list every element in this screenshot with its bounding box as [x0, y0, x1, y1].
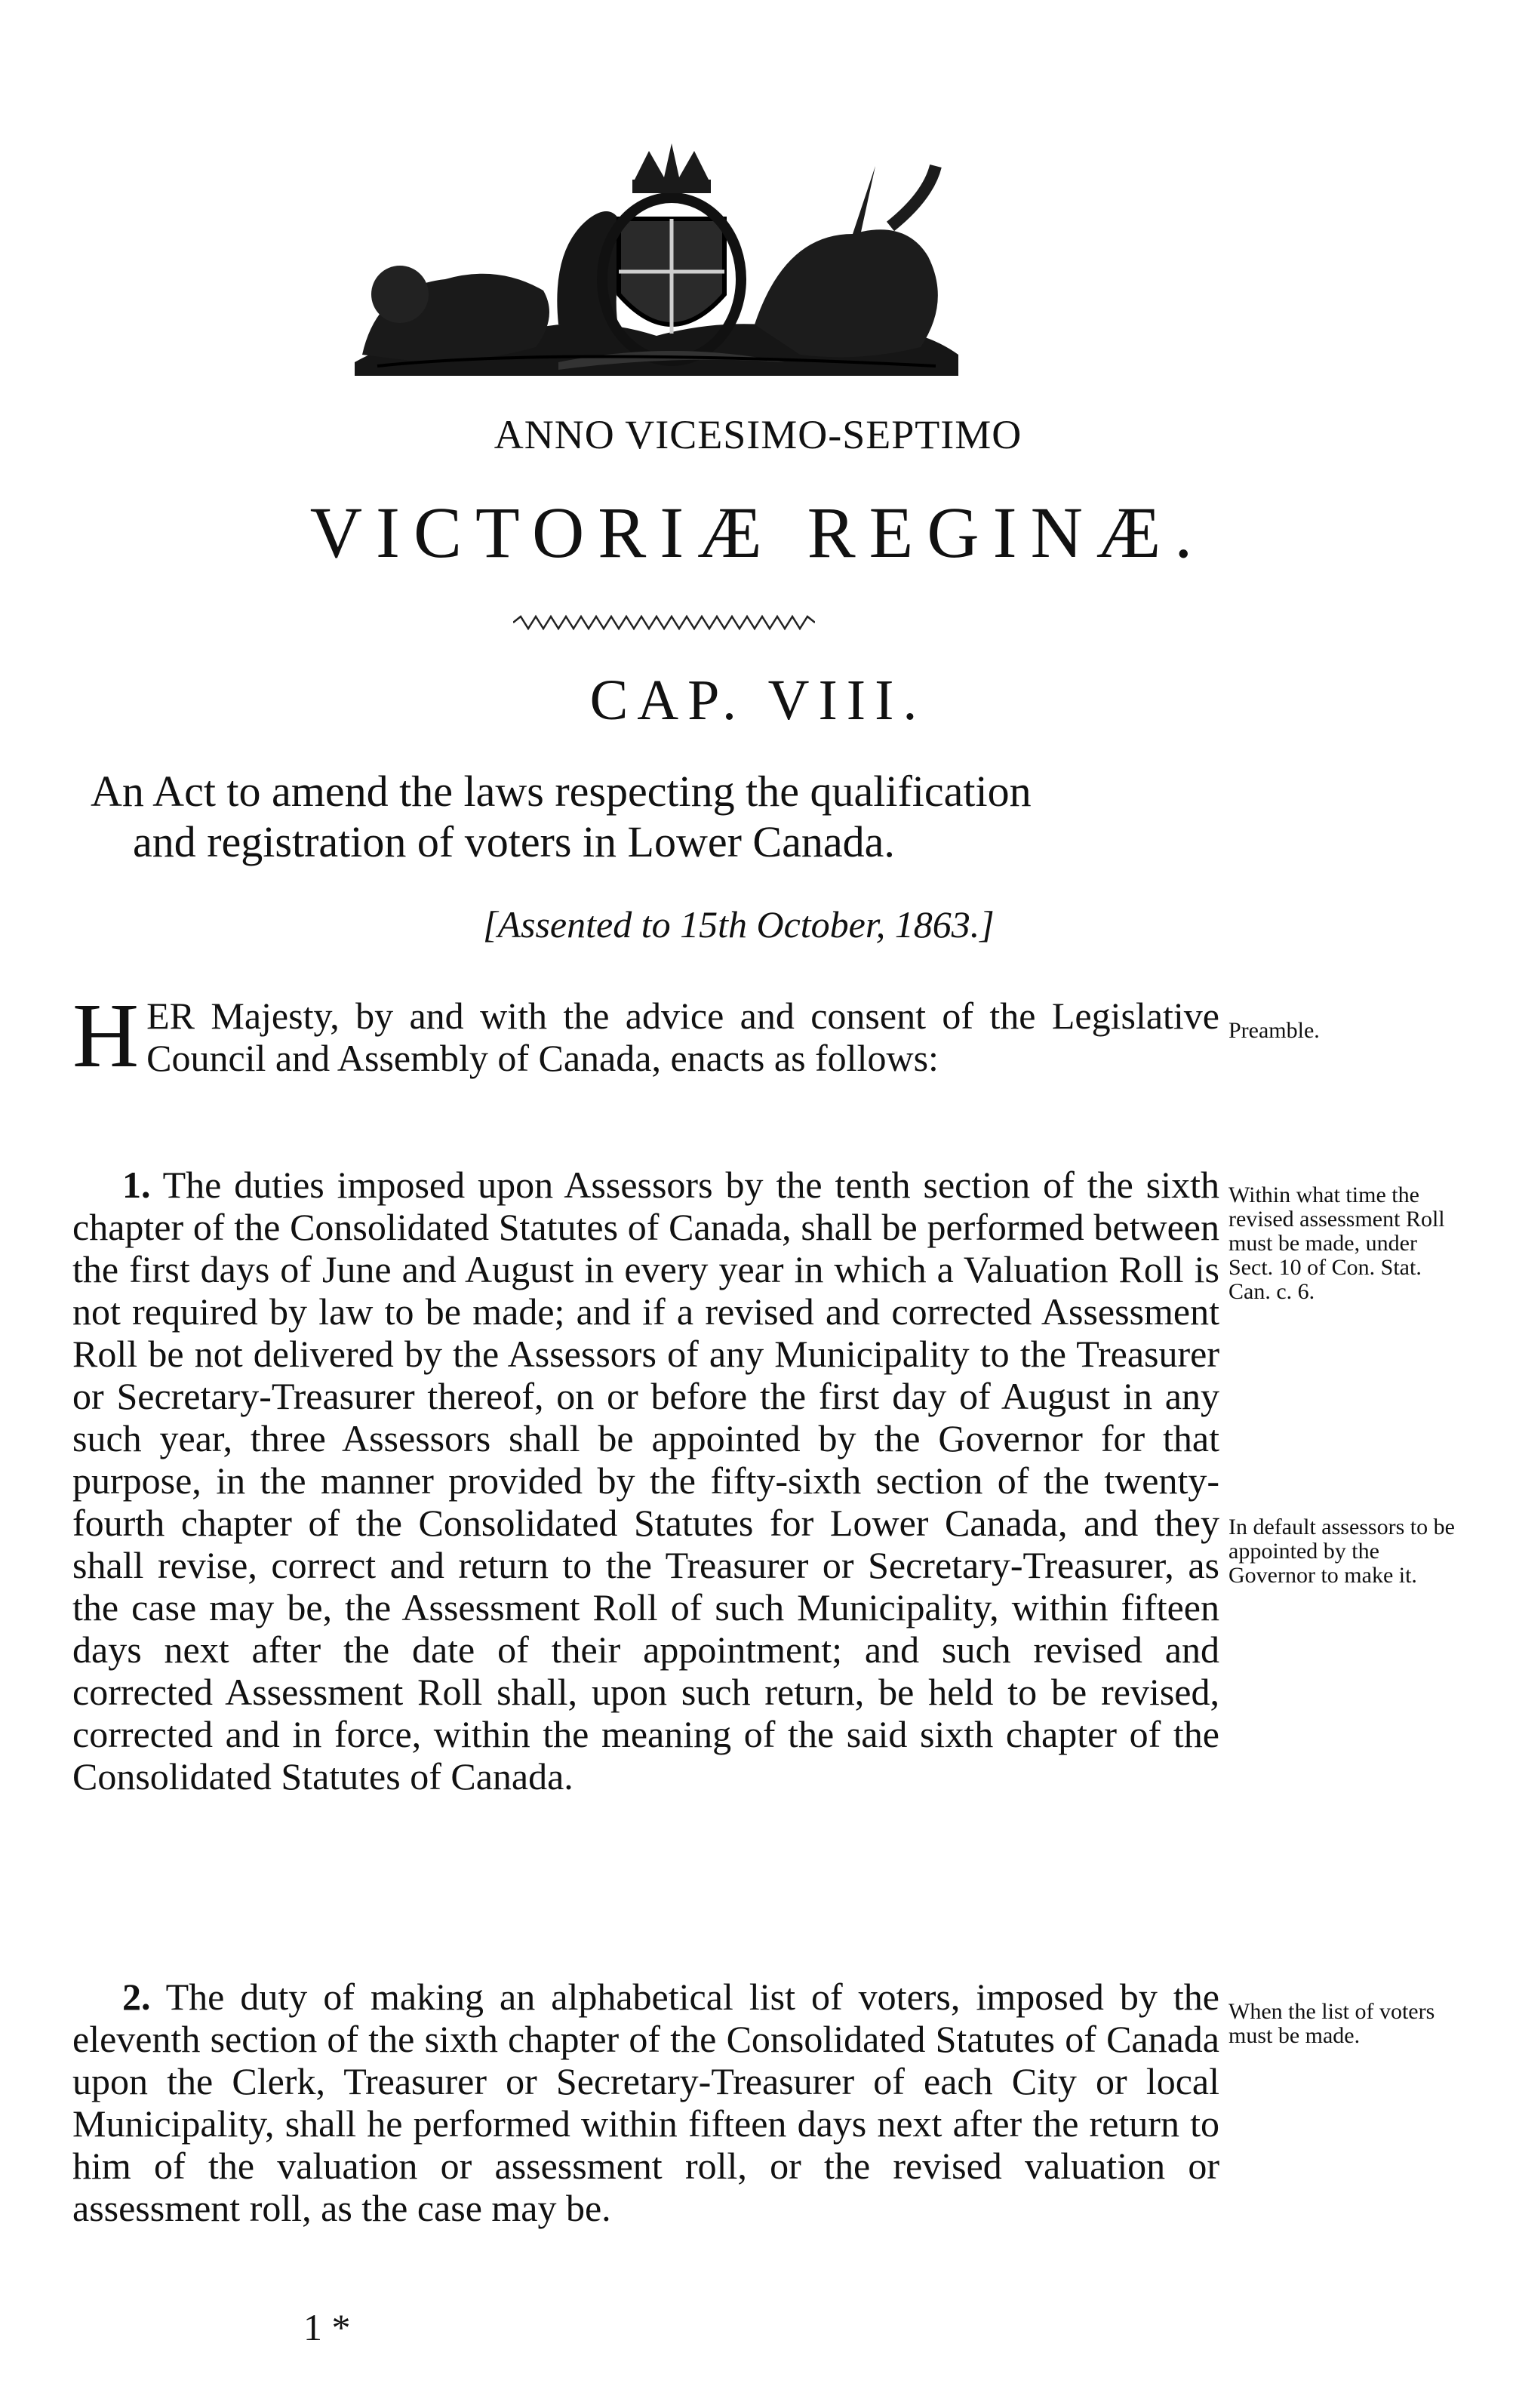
margin-note-section-2: When the list of voters must be made.	[1228, 1999, 1435, 2048]
preamble-drop-cap: H	[72, 985, 140, 1087]
signature-mark: 1 *	[303, 2306, 351, 2348]
section-2-number: 2.	[122, 1976, 151, 2018]
assent-date-text: [Assented to 15th October, 1863.]	[483, 903, 995, 946]
section-1-text: The duties imposed upon Assessors by the tenth section of the sixth chapter of the Consolidated Statutes of Canada, shall be performed between the first days of June and August in every year in which a Valuation Roll is not required by law to be made; and if a revised and corrected Assessment Roll be not delivered by the Assessors of any Municipality to the Treasurer or Secretary-Treasurer thereof, on or before the first day of August in any such year, three Assessors shall be appointed by the Governor for that purpose, in the manner provided by the fifty-sixth section of the twenty-fourth chapter of the Consolidated Statutes for Lower Canada, and they shall revise, correct and return to the Treasurer or Secretary-Treasurer, as the case may be, the Assessment Roll of such Municipality, within fifteen days next after the date of their appointment; and such revised and corrected Assessment Roll shall, upon such return, be held to be revised, corrected and in force, within the meaning of the said sixth chapter of the Consolidated Statutes of Canada.	[72, 1164, 1219, 1798]
section-1-number: 1.	[122, 1164, 151, 1206]
section-1-paragraph	[72, 1164, 1219, 1798]
royal-coat-of-arms-emblem	[332, 136, 981, 385]
preamble-paragraph	[72, 985, 1219, 1087]
section-2-paragraph	[72, 1976, 1219, 2229]
act-title	[91, 766, 1268, 868]
reign-heading: VICTORIÆ REGINÆ.	[309, 492, 1207, 573]
decorative-wavy-rule	[513, 613, 815, 632]
act-title-line-1: An Act to amend the laws respecting the qualification	[91, 767, 1032, 816]
margin-note-preamble: Preamble.	[1228, 1018, 1320, 1043]
regnal-year-heading: ANNO VICESIMO-SEPTIMO	[494, 412, 1022, 457]
chapter-heading: CAP. VIII.	[589, 669, 927, 732]
assent-date	[483, 903, 995, 946]
margin-note-section-1-timing: Within what time the revised assessment Roll must be made, under Sect. 10 of Con. Stat. Can. c. 6.	[1228, 1182, 1445, 1304]
section-2-text: The duty of making an alphabetical list of voters, imposed by the eleventh section of the sixth chapter of the Consolidated Statutes of Canada upon the Clerk, Treasurer or Secretary-Treasurer of each City or local Municipality, shall he performed within fifteen days next after the return to him of the valuation or assessment roll, or the revised valuation or assessment roll, as the case may be.	[72, 1976, 1219, 2229]
margin-note-section-1-default: In default assessors to be appointed by the Governor to make it.	[1228, 1515, 1455, 1588]
act-title-line-2: and registration of voters in Lower Canada.	[133, 817, 895, 867]
preamble-text: ER Majesty, by and with the advice and consent of the Legislative Council and Assembly of Canada, enacts as follows:	[146, 995, 1219, 1079]
